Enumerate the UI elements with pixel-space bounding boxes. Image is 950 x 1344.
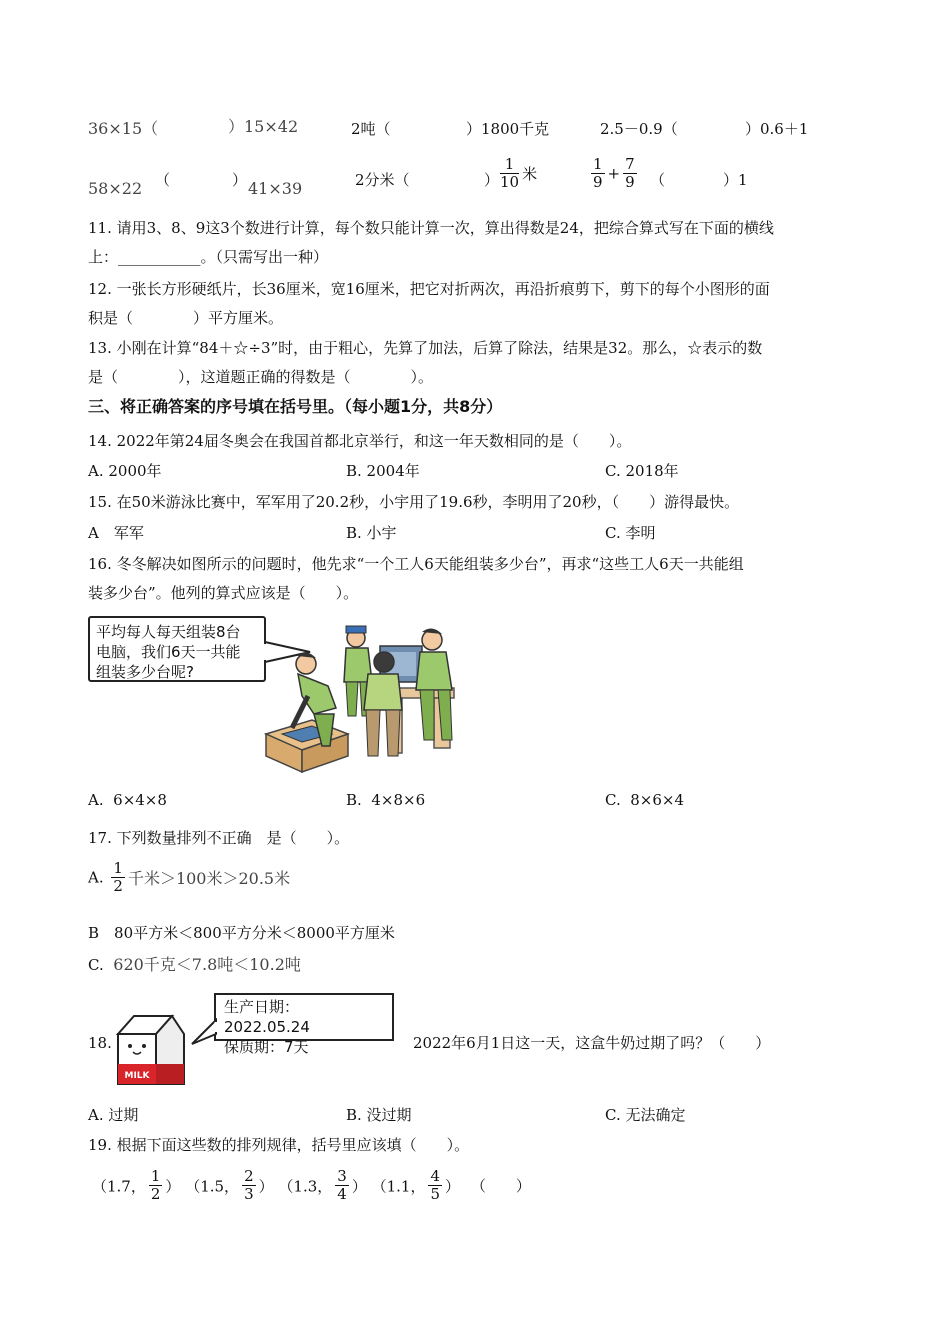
option-label: C. [88, 956, 104, 974]
q16-option-a [88, 790, 167, 810]
section-3-title: 三、将正确答案的序号填在括号里。（每小题1分，共8分） [88, 397, 503, 416]
q14-option-a: A. 2000年 [88, 462, 162, 480]
q10-r2-c-close: ）1 [723, 171, 748, 189]
shelf-life: 保质期：7天 [224, 1038, 309, 1056]
q19-sequence [92, 1168, 531, 1203]
q13-line1: 13. 小刚在计算“84＋☆÷3”时，由于粗心，先算了加法，后算了除法，结果是32。那么，☆表示的数 [88, 339, 763, 357]
q16-line1: 16. 冬冬解决如图所示的问题时，他先求“一个工人6天能组装多少台”，再求“这些工人6天一共能组 [88, 555, 744, 573]
q18-number: 18. [88, 1034, 112, 1052]
q10-r1-a-left: 36×15（ [88, 119, 159, 138]
q15-stem: 15. 在50米游泳比赛中，军军用了20.2秒，小宇用了19.6秒，李明用了20秒，（ ）游得最快。 [88, 493, 740, 511]
q10-r1-c-left: 2.5－0.9（ [600, 120, 678, 138]
production-date: 生产日期：2022.05.24 [224, 998, 310, 1036]
option-value: 620千克＜7.8吨＜10.2吨 [113, 955, 301, 974]
q18-stem: 2022年6月1日这一天，这盒牛奶过期了吗？（ ） [413, 1034, 771, 1052]
q10-r2-c-expr [588, 156, 640, 191]
milk-carton-icon [112, 1012, 188, 1088]
q18-option-c: C. 无法确定 [605, 1106, 686, 1124]
q19-stem: 19. 根据下面这些数的排列规律，括号里应该填（ ）。 [88, 1136, 470, 1154]
q15-option-c: C. 李明 [605, 524, 656, 542]
option-label: C. [605, 791, 621, 809]
frac-denominator: 9 [625, 173, 635, 191]
option-label: B. [346, 791, 362, 809]
q18-option-a: A. 过期 [88, 1106, 139, 1124]
bubble-line: 平均每人每天组装8台 [96, 623, 241, 641]
frac-denominator: 9 [593, 173, 603, 191]
frac-numerator: 1 [593, 155, 603, 173]
q10-r1-c-right: ）0.6＋1 [745, 120, 809, 138]
option-value: 4×8×6 [371, 791, 426, 809]
answer-blank: （ ） [470, 1177, 531, 1195]
q14-option-c: C. 2018年 [605, 462, 679, 480]
q17-option-b: B 80平方米＜800平方分米＜8000平方厘米 [88, 924, 395, 942]
sequence-item: （1.7， $\frac{1}{2}$ ） [92, 1167, 181, 1203]
q17-option-c [88, 955, 301, 975]
bubble-line: 组装多少台呢? [96, 663, 194, 681]
option-value: 6×4×8 [113, 791, 167, 809]
q10-r1-a-right: ）15×42 [228, 117, 299, 136]
frac-denominator: 10 [500, 173, 520, 191]
option-value: 8×6×4 [630, 791, 685, 809]
option-value: 千米＞100米＞20.5米 [127, 869, 291, 888]
sequence-item: （1.1， $\frac{4}{5}$ ） [371, 1167, 461, 1203]
q16-line2: 装多少台”。他列的算式应该是（ ）。 [88, 584, 359, 602]
q16-option-c [605, 790, 684, 810]
q10-r2-c-open: （ [650, 171, 666, 189]
q11-line1: 11. 请用3、8、9这3个数进行计算，每个数只能计算一次，算出得数是24，把综合算式写在下面的横线 [88, 219, 774, 237]
frac-numerator: 1 [500, 156, 519, 174]
sequence-item: （1.3， $\frac{3}{4}$ ） [278, 1167, 367, 1203]
frac-numerator: 1 [113, 859, 123, 877]
frac-denominator: 2 [113, 877, 123, 895]
q15-option-b: B. 小宇 [346, 524, 397, 542]
bubble-line: 电脑，我们6天一共能 [96, 643, 241, 661]
q18-label-bubble [214, 993, 394, 1056]
frac-numerator: 7 [625, 155, 635, 173]
q12-line1: 12. 一张长方形硬纸片，长36厘米，宽16厘米，把它对折两次，再沿折痕剪下，剪下的每个小图形的面 [88, 280, 770, 298]
q10-r1-b-left: 2吨（ [351, 120, 391, 138]
q10-r2-a-left: 58×22 [88, 179, 143, 198]
q10-r2-b-unit: 米 [522, 165, 538, 183]
q10-r1-b-right: ）1800千克 [466, 120, 550, 138]
q10-r2-b-close: ） [484, 171, 500, 189]
bubble-tail-icon [190, 1018, 220, 1048]
q17-option-a [88, 860, 290, 895]
q14-option-b: B. 2004年 [346, 462, 420, 480]
q10-r2-a-close: ） [232, 171, 248, 189]
workers-assembling-computers-illustration [262, 616, 462, 774]
option-label: A. [88, 791, 104, 809]
plus-sign: + [607, 164, 621, 183]
q10-r2-a-open: （ [155, 171, 171, 189]
q10-r2-b-fraction [497, 156, 537, 191]
q18-option-b: B. 没过期 [346, 1106, 412, 1124]
q12-line2: 积是（ ）平方厘米。 [88, 309, 284, 327]
q16-speech-bubble [88, 616, 266, 682]
q10-r2-a-right: 41×39 [248, 179, 303, 198]
option-label: A. [88, 868, 104, 887]
q14-stem: 14. 2022年第24届冬奥会在我国首都北京举行，和这一年天数相同的是（ ）。 [88, 432, 632, 450]
q11-line2: 上：___________。（只需写出一种） [88, 248, 329, 266]
milk-label: MILK [124, 1071, 150, 1081]
q15-option-a: A 军军 [88, 524, 144, 542]
sequence-item: （1.5， $\frac{2}{3}$ ） [185, 1167, 274, 1203]
q13-line2: 是（ ），这道题正确的得数是（ ）。 [88, 368, 434, 386]
q17-stem: 17. 下列数量排列不正确 是（ ）。 [88, 829, 350, 847]
q16-option-b [346, 790, 425, 810]
q10-r2-b-left: 2分米（ [355, 171, 410, 189]
